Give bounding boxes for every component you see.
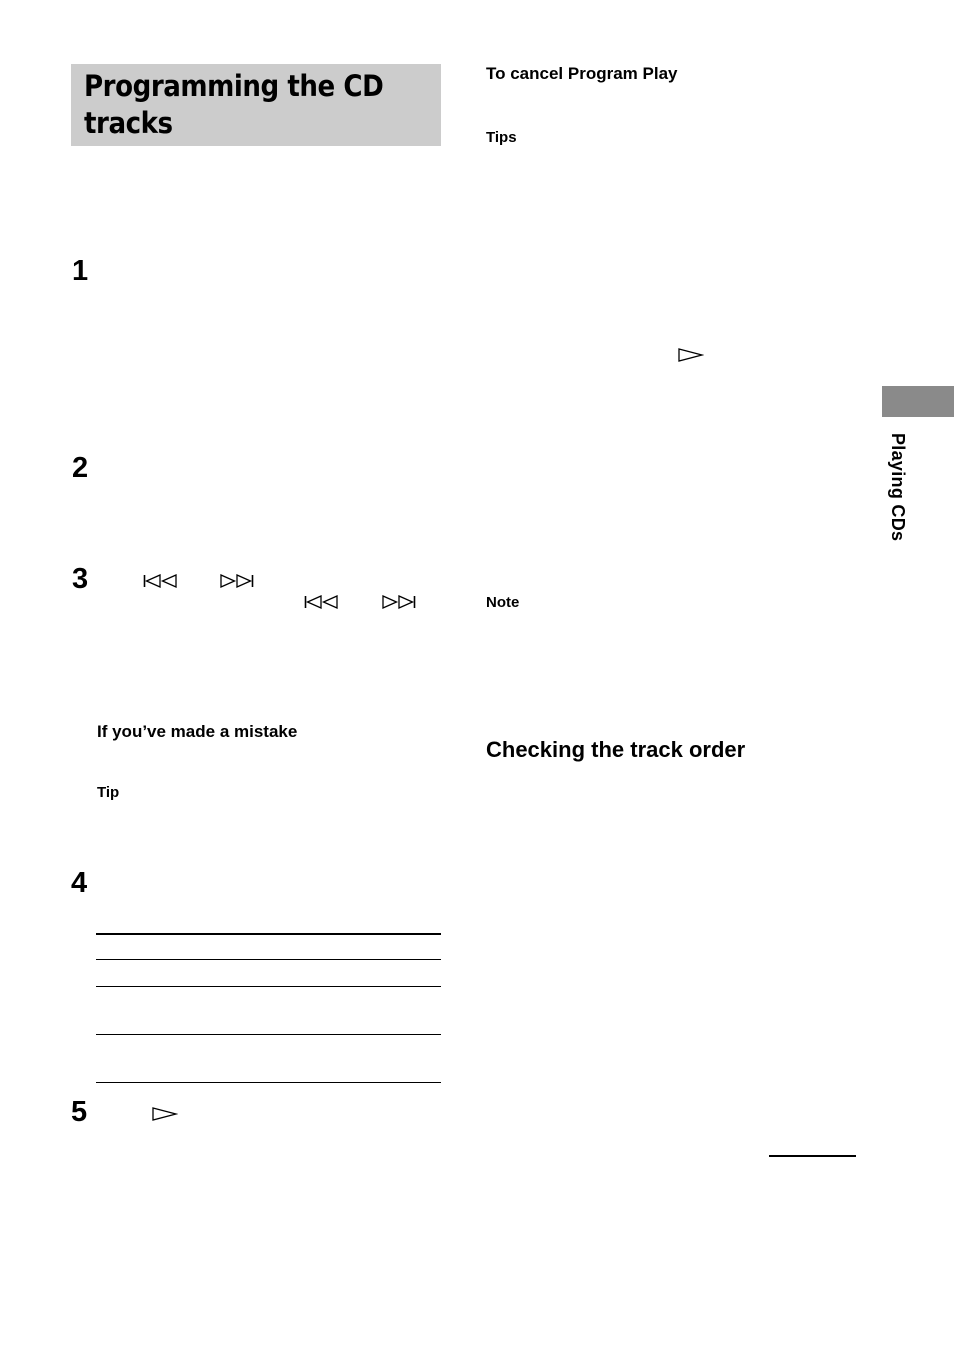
step-number-3: 3 [72,563,89,595]
side-tab-marker [882,386,954,417]
checking-track-order-heading: Checking the track order [486,737,746,762]
continued-rule [769,1155,856,1157]
title-box [71,64,441,146]
mistake-heading: If you’ve made a mistake [97,722,298,741]
step-number-2: 2 [72,452,89,484]
tip-heading: Tip [97,784,120,801]
table-rule-top [96,933,441,935]
skip-previous-icon [143,574,178,588]
table-rule-bottom [96,1082,441,1083]
tips-heading: Tips [486,129,517,146]
step-number-4: 4 [71,867,88,899]
page-title: Programming the CD tracks [84,69,384,140]
skip-next-icon [381,595,416,609]
play-icon [152,1107,178,1121]
step-number-5: 5 [71,1096,88,1128]
table-rule [96,959,441,960]
table-rule [96,986,441,987]
play-icon [678,348,704,362]
note-heading: Note [486,594,520,611]
table-rule [96,1034,441,1035]
cancel-program-play-heading: To cancel Program Play [486,64,678,83]
skip-next-icon [219,574,254,588]
side-tab-label: Playing CDs [888,433,908,542]
skip-previous-icon [304,595,339,609]
step-number-1: 1 [72,255,89,287]
